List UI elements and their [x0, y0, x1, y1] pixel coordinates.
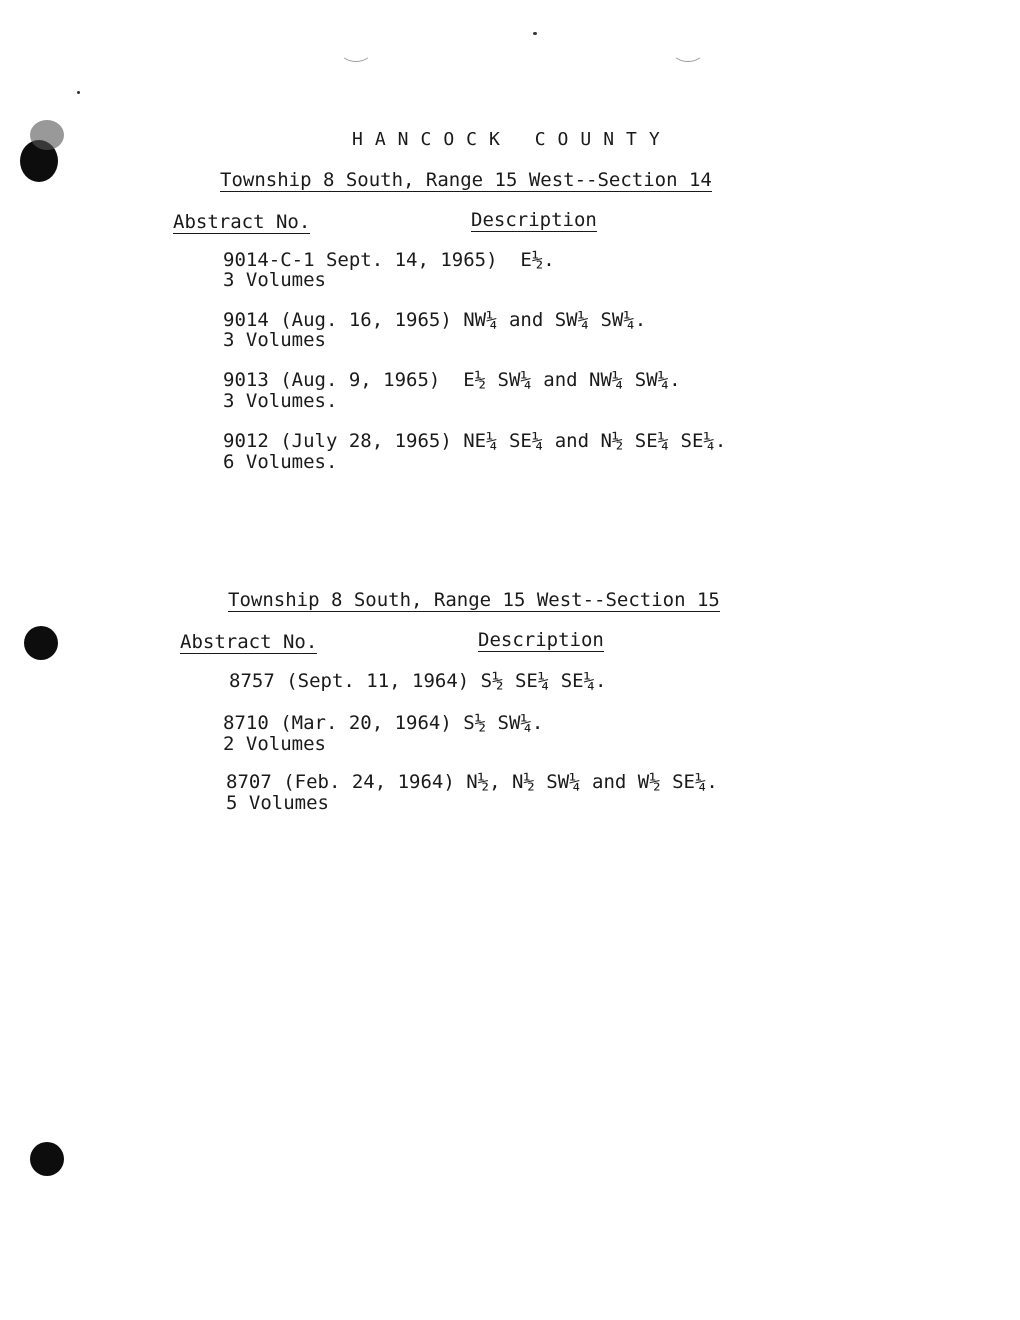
page-title: HANCOCK COUNTY — [352, 129, 672, 150]
entry-line: 8710 (Mar. 20, 1964) S½ SW¼. — [223, 712, 544, 734]
entry-volumes: 3 Volumes — [223, 269, 326, 291]
entry-line: 9013 (Aug. 9, 1965) E½ SW¼ and NW¼ SW¼. — [223, 369, 681, 391]
column-header-description: Description — [471, 209, 597, 231]
entry-volumes: 5 Volumes — [226, 792, 329, 814]
entry-line: 8757 (Sept. 11, 1964) S½ SE¼ SE¼. — [229, 670, 607, 692]
entry-volumes: 3 Volumes. — [223, 390, 338, 412]
paper-arc-left — [340, 40, 372, 62]
entry-line: 9014 (Aug. 16, 1965) NW¼ and SW¼ SW¼. — [223, 309, 647, 331]
speck — [77, 91, 80, 94]
speck — [533, 32, 537, 35]
entry-line: 8707 (Feb. 24, 1964) N½, N½ SW¼ and W½ SE¼. — [226, 771, 718, 793]
punch-hole-top-shadow — [30, 120, 64, 150]
column-header-description: Description — [478, 629, 604, 651]
punch-hole-middle — [24, 626, 58, 660]
entry-volumes: 6 Volumes. — [223, 451, 338, 473]
column-header-abstract: Abstract No. — [173, 211, 311, 233]
column-header-abstract: Abstract No. — [180, 631, 318, 653]
section-heading: Township 8 South, Range 15 West--Section 15 — [228, 589, 720, 611]
section-heading: Township 8 South, Range 15 West--Section 14 — [220, 169, 712, 191]
entry-line: 9012 (July 28, 1965) NE¼ SE¼ and N½ SE¼ SE¼. — [223, 430, 727, 452]
paper-arc-right — [672, 40, 704, 62]
entry-volumes: 3 Volumes — [223, 329, 326, 351]
entry-volumes: 2 Volumes — [223, 733, 326, 755]
punch-hole-bottom — [30, 1142, 64, 1176]
entry-line: 9014-C-1 Sept. 14, 1965) E½. — [223, 249, 555, 271]
